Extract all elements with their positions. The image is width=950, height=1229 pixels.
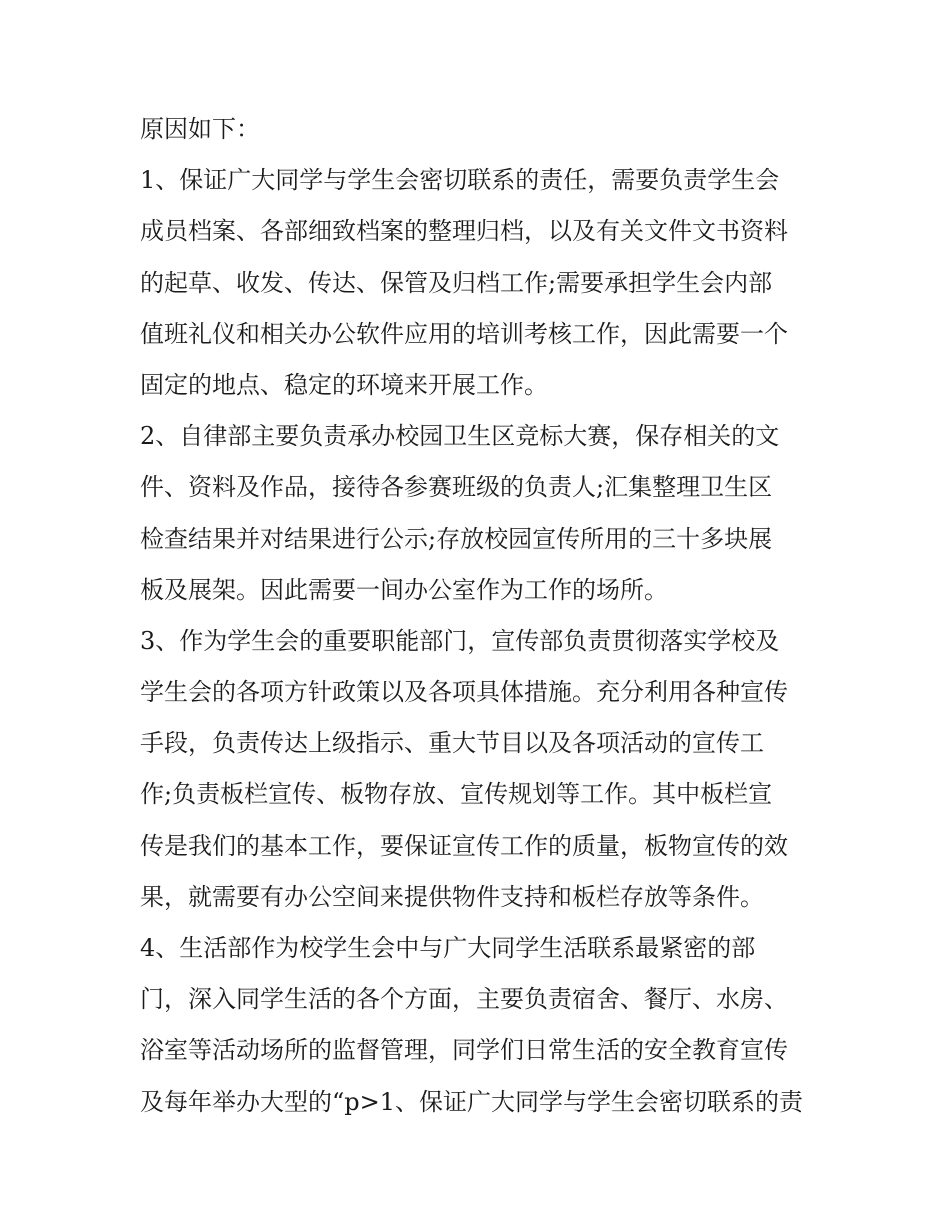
text-line: 传是我们的基本工作，要保证宣传工作的质量，板物宣传的效 bbox=[140, 831, 788, 860]
document-body bbox=[140, 104, 820, 1128]
text-line: 2、自律部主要负责承办校园卫生区竞标大赛，保存相关的文 bbox=[140, 422, 780, 451]
text-line-reasons-heading: 原因如下： bbox=[140, 115, 260, 143]
text-line: 成员档案、各部细致档案的整理归档，以及有关文件文书资料 bbox=[140, 217, 788, 246]
text-line: 件、资料及作品，接待各参赛班级的负责人;汇集整理卫生区 bbox=[140, 473, 773, 502]
text-line: 固定的地点、稳定的环境来开展工作。 bbox=[140, 370, 548, 399]
text-line: 1、保证广大同学与学生会密切联系的责任，需要负责学生会 bbox=[140, 166, 780, 195]
text-line: 浴室等活动场所的监督管理，同学们日常生活的安全教育宣传 bbox=[140, 1036, 788, 1065]
text-line: 值班礼仪和相关办公软件应用的培训考核工作，因此需要一个 bbox=[140, 319, 788, 348]
text-line: 检查结果并对结果进行公示;存放校园宣传所用的三十多块展 bbox=[140, 524, 773, 553]
text-line: 学生会的各项方针政策以及各项具体措施。充分利用各种宣传 bbox=[140, 678, 788, 707]
text-line: 门，深入同学生活的各个方面，主要负责宿舍、餐厅、水房、 bbox=[140, 985, 788, 1014]
text-line: 的起草、收发、传达、保管及归档工作;需要承担学生会内部 bbox=[140, 268, 773, 297]
text-line: 及每年举办大型的“p>1、保证广大同学与学生会密切联系的责 bbox=[140, 1087, 804, 1116]
text-line: 4、生活部作为校学生会中与广大同学生活联系最紧密的部 bbox=[140, 934, 756, 962]
text-line: 手段，负责传达上级指示、重大节目以及各项活动的宣传工 bbox=[140, 729, 764, 758]
text-line: 3、作为学生会的重要职能部门，宣传部负责贯彻落实学校及 bbox=[140, 626, 780, 655]
text-line: 板及展架。因此需要一间办公室作为工作的场所。 bbox=[140, 575, 668, 604]
text-line: 果，就需要有办公空间来提供物件支持和板栏存放等条件。 bbox=[140, 882, 764, 911]
text-line: 作;负责板栏宣传、板物存放、宣传规划等工作。其中板栏宣 bbox=[140, 780, 773, 809]
